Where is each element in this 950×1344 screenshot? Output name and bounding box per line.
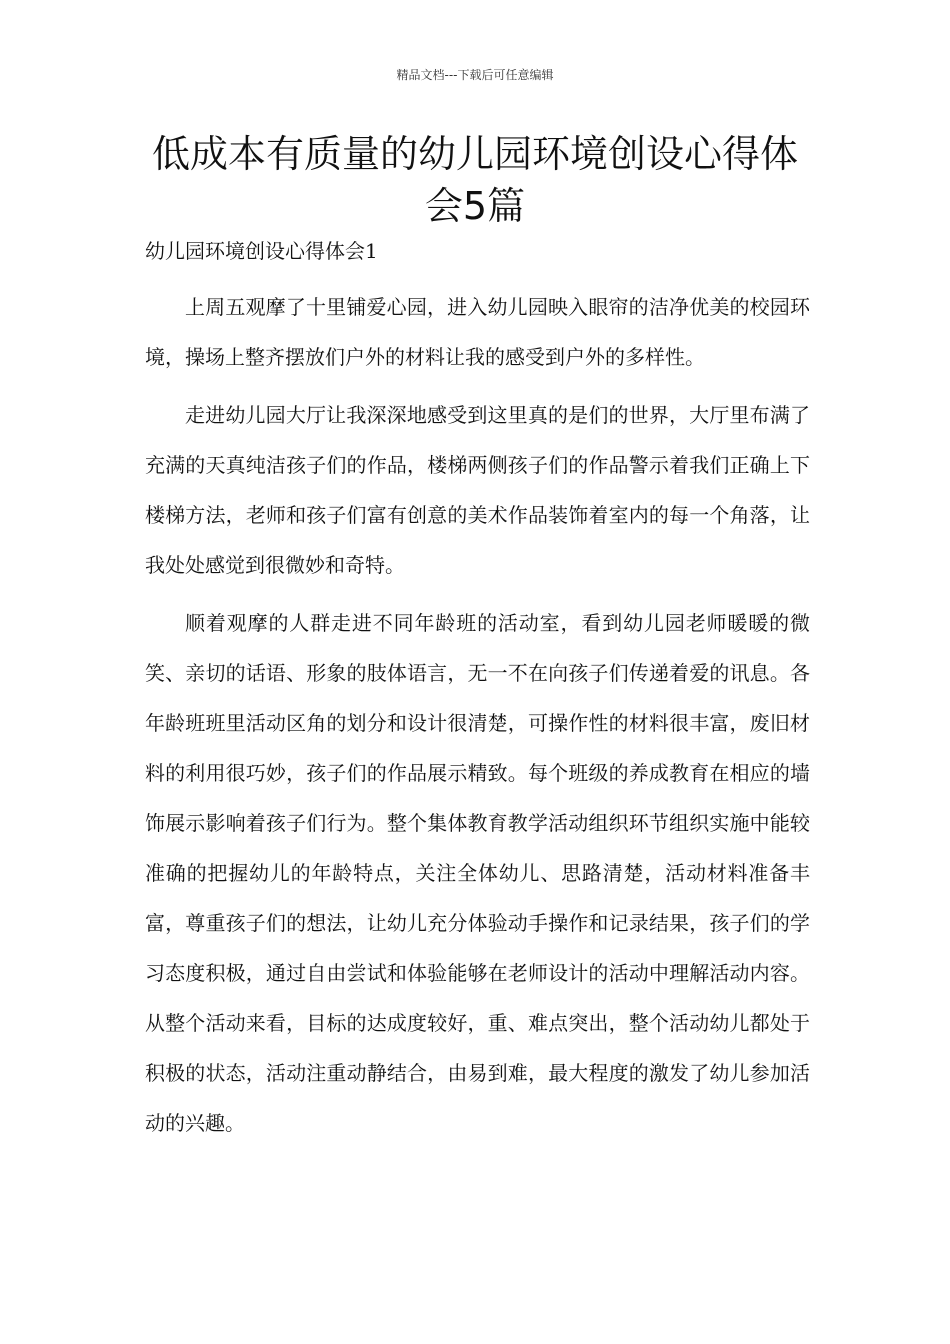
document-title: 低成本有质量的幼儿园环境创设心得体会5篇 (151, 132, 798, 228)
paragraph-3: 顺着观摩的人群走进不同年龄班的活动室，看到幼儿园老师暖暖的微笑、亲切的话语、形象的肢体语言，无一不在向孩子们传递着爱的讯息。各年龄班班里活动区角的划分和设计很清楚，可操作性的材料很丰富，废旧材料的利用很巧妙，孩子们的作品展示精致。每个班级的养成教育在相应的墙饰展示影响着孩子们行为。整个集体教育教学活动组织环节组织实施中能较准确的把握幼儿的年龄特点，关注全体幼儿、思路清楚，活动材料准备丰富，尊重孩子们的想法，让幼儿充分体验动手操作和记录结果，孩子们的学习态度积极，通过自由尝试和体验能够在老师设计的活动中理解活动内容。从整个活动来看，目标的达成度较好，重、难点突出，整个活动幼儿都处于积极的状态，活动注重动静结合，由易到难，最大程度的激发了幼儿参加活动的兴趣。 (145, 611, 810, 1135)
paragraph-1: 上周五观摩了十里铺爱心园，进入幼儿园映入眼帘的洁净优美的校园环境，操场上整齐摆放们户外的材料让我的感受到户外的多样性。 (145, 295, 810, 369)
header-note: 精品文档---下载后可任意编辑 (396, 68, 554, 82)
document-body (145, 282, 810, 1156)
paragraph-2: 走进幼儿园大厅让我深深地感受到这里真的是们的世界，大厅里布满了充满的天真纯洁孩子们的作品，楼梯两侧孩子们的作品警示着我们正确上下楼梯方法，老师和孩子们富有创意的美术作品装饰着室内的每一个角落，让我处处感觉到很微妙和奇特。 (145, 403, 810, 577)
section-heading: 幼儿园环境创设心得体会1 (145, 239, 378, 263)
